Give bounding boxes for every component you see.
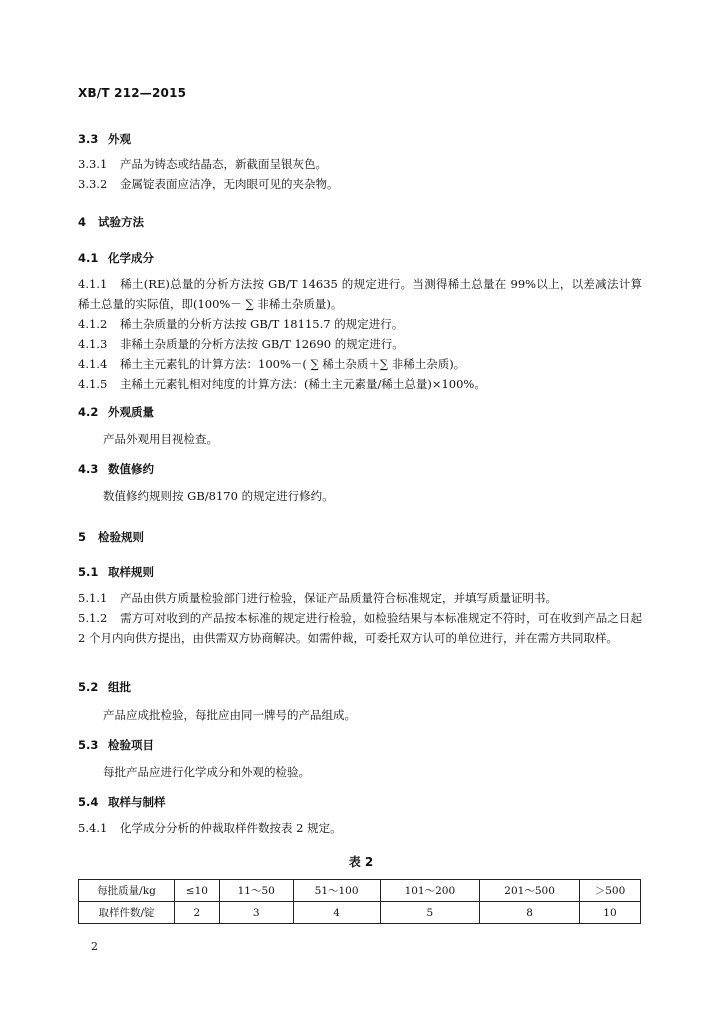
clause-4-1-2 bbox=[78, 314, 403, 334]
row-label-sample-count: 取样件数/锭 bbox=[79, 902, 175, 924]
section-4-2-heading bbox=[78, 404, 154, 420]
table-cell: ＞500 bbox=[579, 880, 640, 902]
section-4-1-heading bbox=[78, 250, 154, 266]
table-row bbox=[79, 880, 641, 902]
clause-number: 5.1.2 bbox=[78, 611, 108, 625]
section-4-heading bbox=[78, 214, 144, 230]
clause-5-1-2 bbox=[78, 608, 642, 648]
clause-number: 5.4.1 bbox=[78, 821, 108, 835]
clause-5-4-1 bbox=[78, 818, 342, 838]
clause-4-1-3 bbox=[78, 334, 404, 354]
section-4-3-text: 数值修约规则按 GB/8170 的规定进行修约。 bbox=[103, 489, 334, 503]
section-number: 5 bbox=[78, 530, 87, 544]
clause-number: 4.1.4 bbox=[78, 357, 108, 371]
section-number: 5.4 bbox=[78, 795, 99, 809]
section-4-3-heading bbox=[78, 461, 154, 477]
clause-number: 4.1.1 bbox=[78, 277, 108, 291]
section-title: 检验项目 bbox=[108, 738, 154, 752]
document-header: XB/T 212—2015 bbox=[78, 86, 187, 100]
table-cell: 2 bbox=[175, 902, 220, 924]
section-number: 5.3 bbox=[78, 738, 99, 752]
table-cell: 5 bbox=[380, 902, 480, 924]
row-label-batch-mass: 每批质量/kg bbox=[79, 880, 175, 902]
clause-text: 产品由供方质量检验部门进行检验，保证产品质量符合标准规定，并填写质量证明书。 bbox=[120, 591, 557, 605]
table-cell: 51～100 bbox=[293, 880, 380, 902]
section-5-heading bbox=[78, 529, 144, 545]
section-5-3-heading bbox=[78, 737, 154, 753]
section-number: 4 bbox=[78, 215, 87, 229]
clause-text: 金属锭表面应洁净，无肉眼可见的夹杂物。 bbox=[120, 177, 339, 191]
clause-4-1-1 bbox=[78, 274, 642, 314]
section-5-3-text: 每批产品应进行化学成分和外观的检验。 bbox=[103, 765, 310, 779]
section-number: 5.2 bbox=[78, 680, 99, 694]
section-number: 5.1 bbox=[78, 565, 99, 579]
table-cell: 10 bbox=[579, 902, 640, 924]
section-5-2-text: 产品应成批检验，每批应由同一牌号的产品组成。 bbox=[103, 708, 356, 722]
clause-3-3-2 bbox=[78, 174, 339, 194]
clause-number: 4.1.5 bbox=[78, 377, 108, 391]
section-5-1-heading bbox=[78, 564, 154, 580]
page-number: 2 bbox=[91, 940, 98, 953]
clause-3-3-1 bbox=[78, 154, 327, 174]
clause-number: 3.3.2 bbox=[78, 177, 108, 191]
clause-text: 主稀土元素钆相对纯度的计算方法：(稀土主元素量/稀土总量)×100%。 bbox=[120, 377, 486, 391]
section-number: 3.3 bbox=[78, 132, 99, 146]
clause-5-1-1 bbox=[78, 588, 557, 608]
table-cell: 201～500 bbox=[480, 880, 580, 902]
section-3-3-heading bbox=[78, 131, 131, 147]
section-4-2-text: 产品外观用目视检查。 bbox=[103, 432, 218, 446]
sampling-table bbox=[78, 879, 641, 924]
table-row bbox=[79, 902, 641, 924]
clause-text: 稀土杂质量的分析方法按 GB/T 18115.7 的规定进行。 bbox=[120, 317, 404, 331]
section-title: 试验方法 bbox=[98, 215, 144, 229]
section-title: 检验规则 bbox=[98, 530, 144, 544]
section-title: 取样与制样 bbox=[108, 795, 166, 809]
table-cell: 11～50 bbox=[219, 880, 293, 902]
clause-number: 4.1.3 bbox=[78, 337, 108, 351]
clause-text: 非稀土杂质量的分析方法按 GB/T 12690 的规定进行。 bbox=[120, 337, 404, 351]
table-cell: 4 bbox=[293, 902, 380, 924]
section-number: 4.1 bbox=[78, 251, 99, 265]
section-5-2-heading bbox=[78, 679, 131, 695]
section-title: 数值修约 bbox=[108, 462, 154, 476]
section-number: 4.3 bbox=[78, 462, 99, 476]
clause-text: 稀土(RE)总量的分析方法按 GB/T 14635 的规定进行。当测得稀土总量在 99%以上，以差减法计算稀土总量的实际值，即(100%－ ∑ 非稀土杂质量)。 bbox=[78, 277, 642, 311]
clause-4-1-4 bbox=[78, 354, 465, 374]
section-title: 取样规则 bbox=[108, 565, 154, 579]
clause-number: 5.1.1 bbox=[78, 591, 108, 605]
clause-text: 化学成分分析的仲裁取样件数按表 2 规定。 bbox=[120, 821, 342, 835]
clause-text: 产品为铸态或结晶态，新截面呈银灰色。 bbox=[120, 157, 327, 171]
table-cell: 101～200 bbox=[380, 880, 480, 902]
clause-text: 需方可对收到的产品按本标准的规定进行检验，如检验结果与本标准规定不符时，可在收到产品之日起 2 个月内向供方提出，由供需双方协商解决。如需仲裁，可委托双方认可的单位进行，并在需方共同取样。 bbox=[78, 611, 642, 645]
clause-number: 3.3.1 bbox=[78, 157, 108, 171]
section-number: 4.2 bbox=[78, 405, 99, 419]
table-caption: 表 2 bbox=[348, 855, 374, 869]
section-title: 外观质量 bbox=[108, 405, 154, 419]
section-5-4-heading bbox=[78, 794, 166, 810]
table-cell: 8 bbox=[480, 902, 580, 924]
table-cell: 3 bbox=[219, 902, 293, 924]
clause-4-1-5 bbox=[78, 374, 486, 394]
section-title: 外观 bbox=[108, 132, 131, 146]
clause-number: 4.1.2 bbox=[78, 317, 108, 331]
section-title: 组批 bbox=[108, 680, 131, 694]
clause-text: 稀土主元素钆的计算方法：100%－( ∑ 稀土杂质＋∑ 非稀土杂质)。 bbox=[120, 357, 466, 371]
section-title: 化学成分 bbox=[108, 251, 154, 265]
table-cell: ≤10 bbox=[175, 880, 220, 902]
